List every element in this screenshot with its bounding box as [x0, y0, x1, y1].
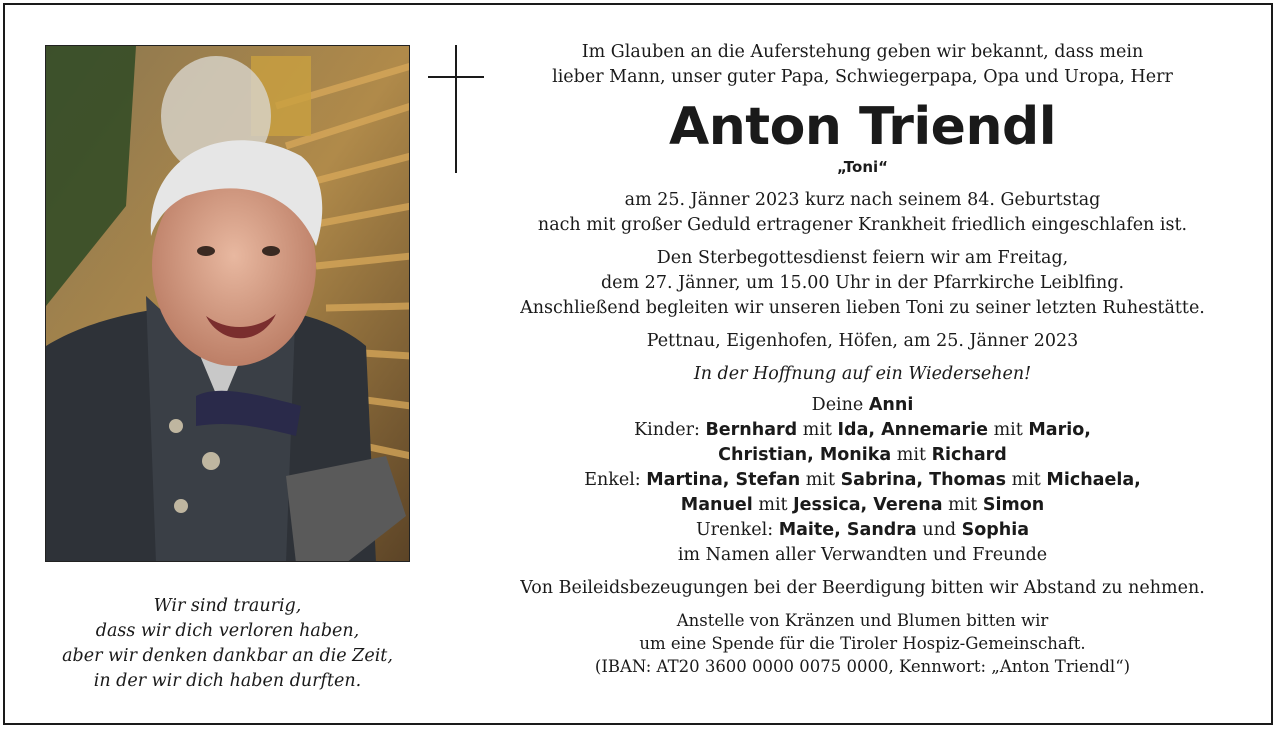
child-name: Bernhard [705, 420, 798, 440]
grandchild-name: Simon [982, 495, 1045, 515]
donation-line: Anstelle von Kränzen und Blumen bitten wir [676, 611, 1049, 630]
grandchild-name: Jessica, Verena [793, 495, 943, 515]
great-grandchild-name: Maite, Sandra [778, 520, 917, 540]
portrait-photo [45, 45, 410, 562]
poem-line: dass wir dich verloren haben, [95, 621, 360, 641]
deceased-nickname: „Toni“ [836, 158, 889, 176]
connector: mit [1006, 470, 1047, 490]
intro-line: Im Glauben an die Auferstehung geben wir bekannt, dass mein [581, 42, 1144, 62]
hope-line: In der Hoffnung auf ein Wiedersehen! [693, 364, 1032, 384]
service-line: dem 27. Jänner, um 15.00 Uhr in der Pfarrkirche Leiblfing. [600, 273, 1125, 293]
poem-line: in der wir dich haben durften. [93, 671, 362, 691]
death-line: am 25. Jänner 2023 kurz nach seinem 84. Geburtstag [624, 190, 1101, 210]
connector: mit [752, 495, 794, 515]
wife-line [460, 393, 1265, 418]
child-name: Mario, [1028, 420, 1091, 440]
place-date: Pettnau, Eigenhofen, Höfen, am 25. Jänner 2023 [646, 331, 1079, 351]
connector: und [916, 520, 962, 540]
great-grandchildren-line [460, 518, 1265, 543]
death-line: nach mit großer Geduld ertragener Krankheit friedlich eingeschlafen ist. [537, 215, 1188, 235]
grandchild-name: Manuel [680, 495, 753, 515]
memorial-poem [35, 594, 420, 694]
grandchildren-line [460, 468, 1265, 493]
child-name: Christian, Monika [718, 445, 892, 465]
poem-line: Wir sind traurig, [153, 596, 302, 616]
child-name: Ida, Annemarie [837, 420, 988, 440]
donation-line: um eine Spende für die Tiroler Hospiz-Gemeinschaft. [639, 634, 1086, 653]
great-grandchild-name: Sophia [961, 520, 1030, 540]
grandchildren-line [460, 493, 1265, 518]
child-name: Richard [931, 445, 1007, 465]
poem-line: aber wir denken dankbar an die Zeit, [62, 646, 393, 666]
grandchild-name: Sabrina, Thomas [840, 470, 1007, 490]
wife-name: Anni [868, 395, 914, 415]
condolence-line: Von Beileidsbezeugungen bei der Beerdigung bitten wir Abstand zu nehmen. [520, 578, 1205, 598]
relatives-line: im Namen aller Verwandten und Freunde [677, 545, 1048, 565]
deceased-name: Anton Triendl [668, 97, 1057, 157]
great-grandchildren-label: Urenkel: [695, 520, 779, 540]
grandchildren-label: Enkel: [584, 470, 647, 490]
intro-line: lieber Mann, unser guter Papa, Schwiegerpapa, Opa und Uropa, Herr [552, 67, 1173, 87]
children-label: Kinder: [634, 420, 706, 440]
grandchild-name: Martina, Stefan [646, 470, 801, 490]
service-line: Den Sterbegottesdienst feiern wir am Freitag, [656, 248, 1069, 268]
connector: mit [942, 495, 983, 515]
service-line: Anschließend begleiten wir unseren lieben Toni zu seiner letzten Ruhestätte. [520, 298, 1205, 318]
connector: mit [797, 420, 838, 440]
donation-line: (IBAN: AT20 3600 0000 0075 0000, Kennwort: „Anton Triendl“) [594, 657, 1131, 676]
connector: mit [891, 445, 932, 465]
wife-prefix: Deine [811, 395, 869, 415]
children-line [460, 418, 1265, 443]
grandchild-name: Michaela, [1046, 470, 1141, 490]
connector: mit [800, 470, 841, 490]
portrait-illustration [46, 46, 410, 562]
children-line [460, 443, 1265, 468]
obituary-text [460, 40, 1265, 678]
connector: mit [988, 420, 1029, 440]
